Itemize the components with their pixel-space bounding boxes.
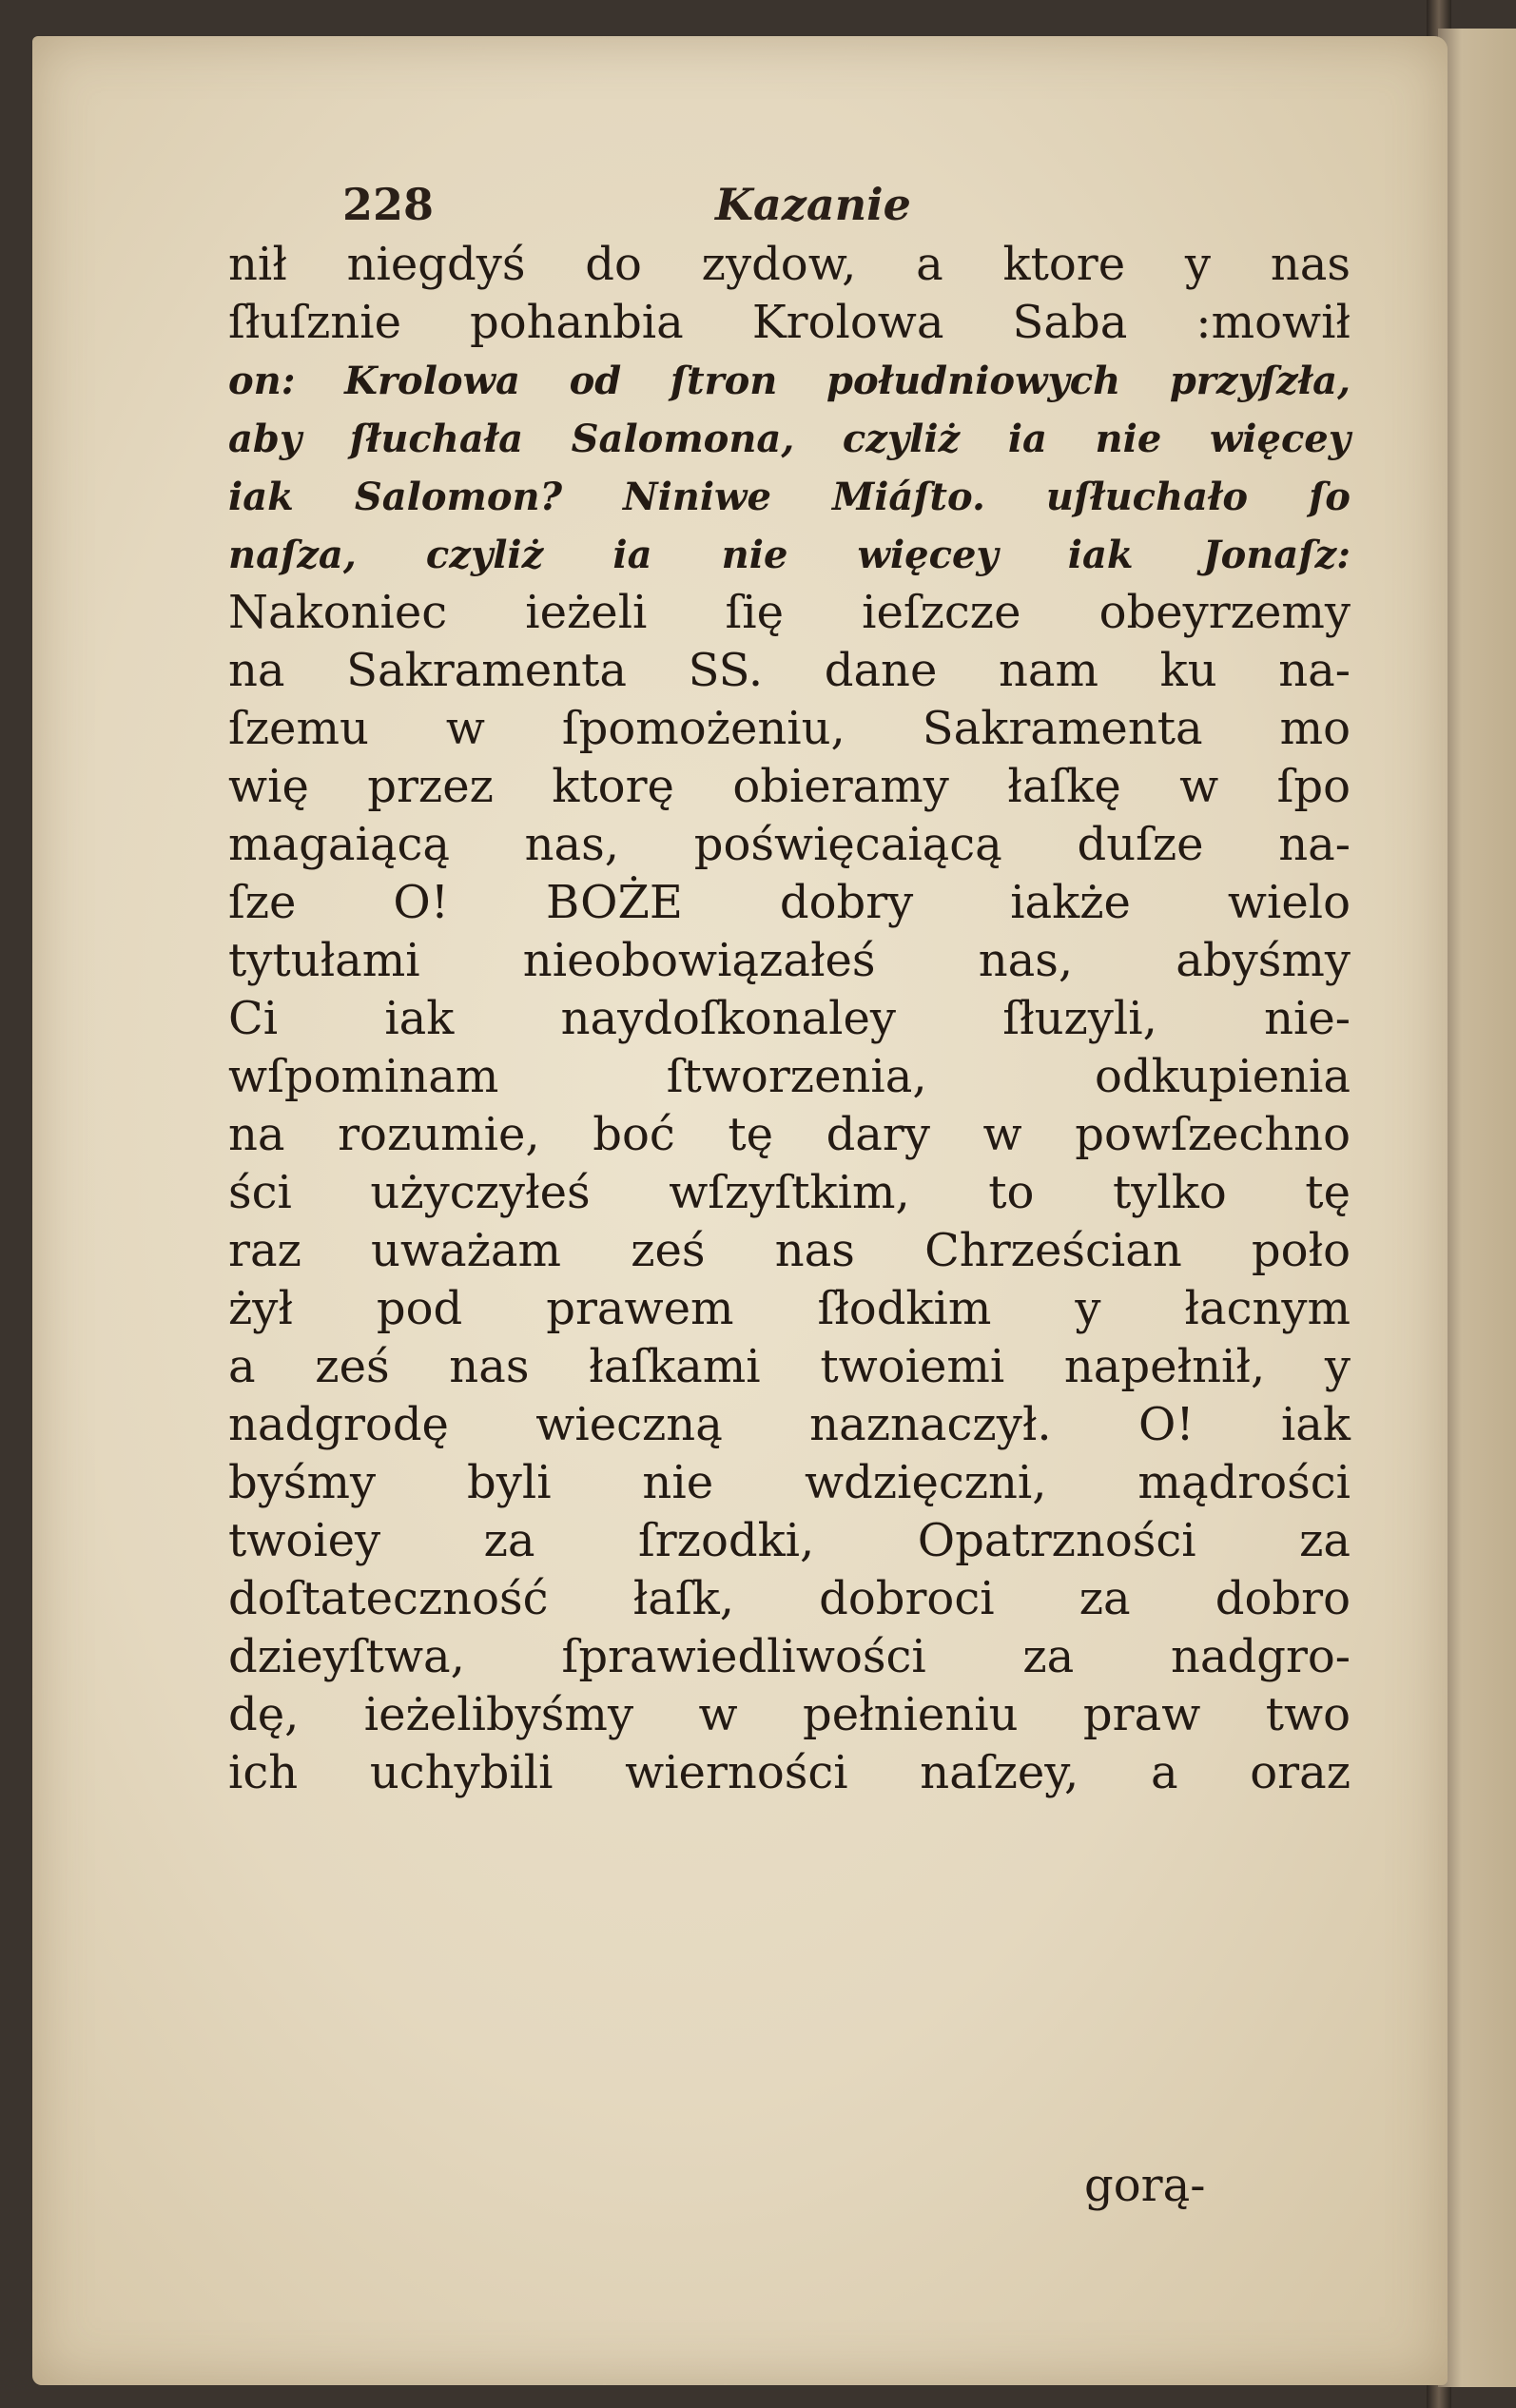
text-line: dzieyſtwa, ſprawiedliwości za nadgro- <box>228 1630 1351 1683</box>
text-line: on: Krolowa od ſtron południowych przyſzła, <box>228 359 1351 403</box>
body-text <box>228 236 1351 1802</box>
text-line: naſza, czyliż ia nie więcey iak Jonaſz: <box>228 533 1351 577</box>
text-line: nił niegdyś do zydow, a ktore y nas <box>228 238 1351 291</box>
text-line: nadgrodę wieczną naznaczył. O! iak <box>228 1398 1351 1451</box>
text-line: tytułami nieobowiązałeś nas, abyśmy <box>228 934 1351 987</box>
text-line: na Sakramenta SS. dane nam ku na- <box>228 644 1351 697</box>
text-line: ſłuſznie pohanbia Krolowa Saba :mowił <box>228 296 1351 349</box>
text-line: żył pod prawem ſłodkim y łacnym <box>228 1282 1351 1335</box>
next-page-edge <box>1438 29 1516 2387</box>
text-line: ſzemu w ſpomożeniu, Sakramenta mo <box>228 702 1351 755</box>
text-line: wię przez ktorę obieramy łaſkę w ſpo <box>228 760 1351 813</box>
text-line: a ześ nas łaſkami twoiemi napełnił, y <box>228 1340 1351 1393</box>
text-line: na rozumie, boć tę dary w powſzechno <box>228 1108 1351 1161</box>
text-line: ści użyczyłeś wſzyſtkim, to tylko tę <box>228 1166 1351 1219</box>
text-line: ich uchybili wierności naſzey, a oraz <box>228 1746 1351 1799</box>
catchword: gorą- <box>1084 2159 1206 2212</box>
text-line: Nakoniec ieżeli ſię ieſzcze obeyrzemy <box>228 586 1351 639</box>
running-head: Kazanie <box>715 179 911 230</box>
text-line: dę, ieżelibyśmy w pełnieniu praw two <box>228 1688 1351 1741</box>
text-line: magaiącą nas, poświęcaiącą duſze na- <box>228 818 1351 871</box>
text-line: ſze O! BOŻE dobry iakże wielo <box>228 876 1351 929</box>
text-line: twoiey za ſrzodki, Opatrzności za <box>228 1514 1351 1567</box>
page-number: 228 <box>342 179 435 230</box>
text-line: aby ſłuchała Salomona, czyliż ia nie więcey <box>228 417 1351 461</box>
text-line: Ci iak naydoſkonaley ſłuzyli, nie- <box>228 992 1351 1045</box>
text-line: raz uważam ześ nas Chrześcian poło <box>228 1224 1351 1277</box>
text-line: byśmy byli nie wdzięczni, mądrości <box>228 1456 1351 1509</box>
text-line: doſtateczność łaſk, dobroci za dobro <box>228 1572 1351 1625</box>
text-line: wſpominam ſtworzenia, odkupienia <box>228 1050 1351 1103</box>
text-line: iak Salomon? Niniwe Miáſto. uſłuchało ſo <box>228 475 1351 519</box>
